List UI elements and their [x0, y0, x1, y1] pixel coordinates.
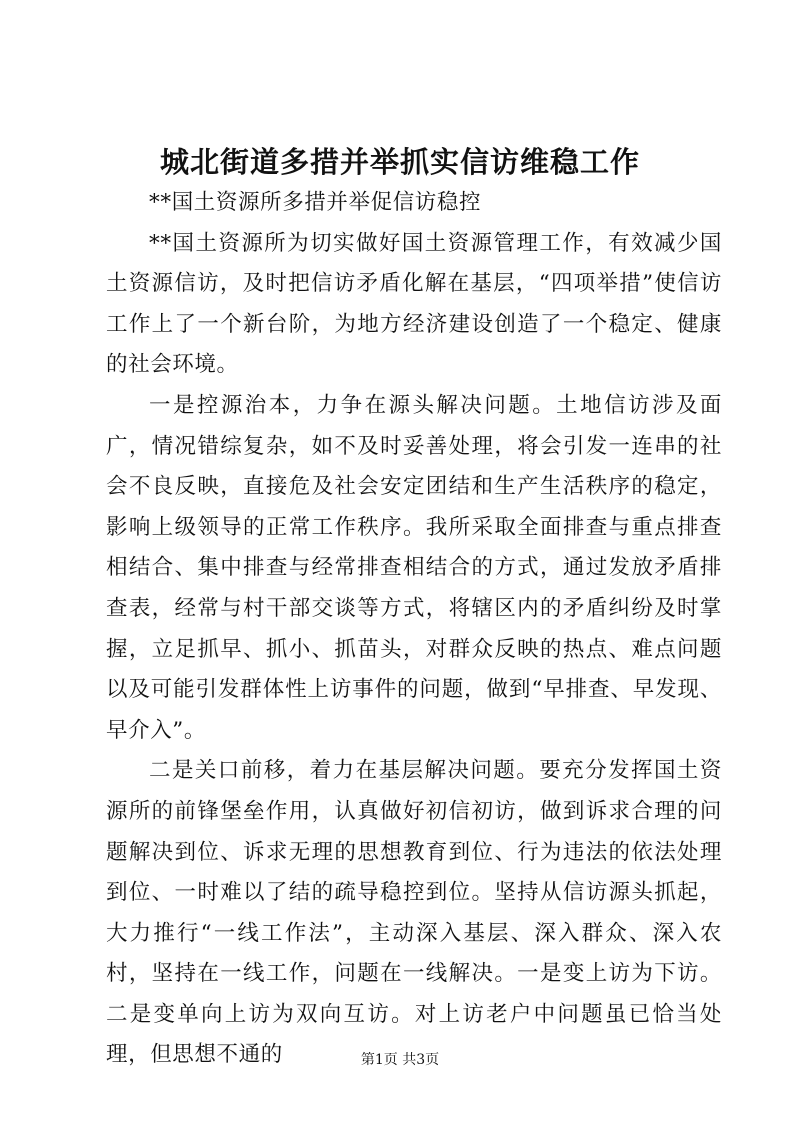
subheading-paragraph: **国土资源所多措并举促信访稳控 [149, 190, 482, 215]
document-title: 城北街道多措并举抓实信访维稳工作 [159, 145, 640, 179]
intro-paragraph: **国土资源所为切实做好国土资源管理工作，有效减少国土资源信访，及时把信访矛盾化解在基层，“四项举措”使信访工作上了一个新台阶，为地方经济建设创造了一个稳定、健康的社会环境。 [106, 230, 722, 378]
page-number-footer: 第1页 共3页 [360, 1052, 440, 1068]
measure-two-paragraph: 二是关口前移，着力在基层解决问题。要充分发挥国土资源所的前锋堡垒作用，认真做好初信初访，做到诉求合理的问题解决到位、诉求无理的思想教育到位、行为违法的依法处理到位、一时难以了结的疏导稳控到位。坚持从信访源头抓起，大力推行“一线工作法”，主动深入基层、深入群众、深入农村，坚持在一线工作，问题在一线解决。一是变上访为下访。二是变单向上访为双向互访。对上访老户中问题虽已恰当处理，但思想不通的 [106, 758, 722, 1068]
measure-one-paragraph: 一是控源治本，力争在源头解决问题。土地信访涉及面广，情况错综复杂，如不及时妥善处理，将会引发一连串的社会不良反映，直接危及社会安定团结和生产生活秩序的稳定，影响上级领导的正常工作秩序。我所采取全面排查与重点排查相结合、集中排查与经常排查相结合的方式，通过发放矛盾排查表，经常与村干部交谈等方式，将辖区内的矛盾纠纷及时掌握，立足抓早、抓小、抓苗头，对群众反映的热点、难点问题以及可能引发群体性上访事件的问题，做到“早排查、早发现、早介入”。 [106, 392, 722, 743]
document-body [106, 183, 722, 1076]
